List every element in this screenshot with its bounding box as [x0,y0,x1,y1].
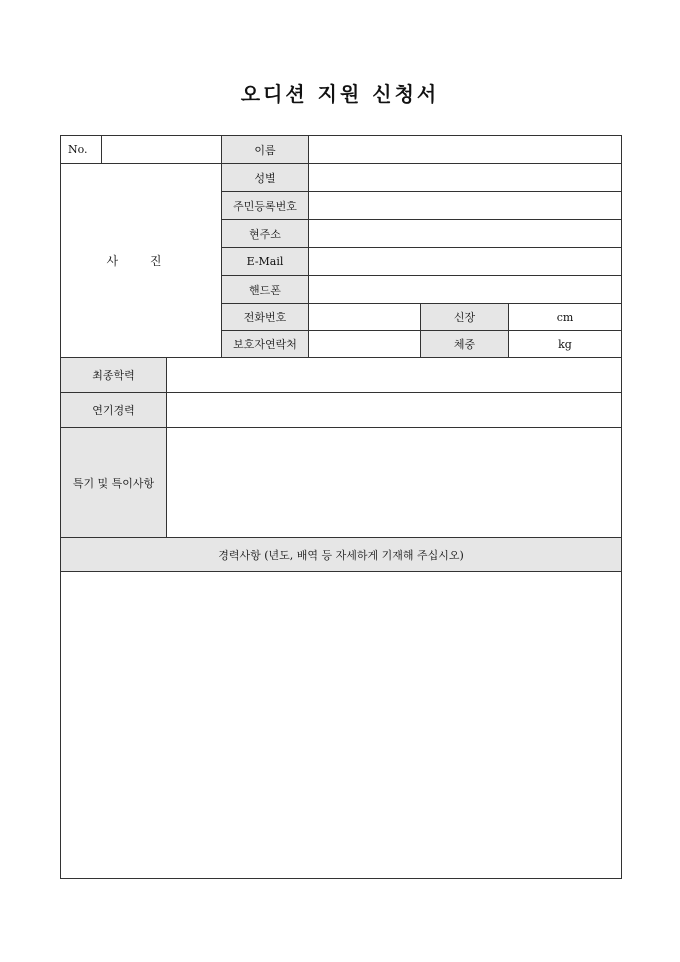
email-field[interactable] [308,247,622,276]
career-field[interactable] [60,571,622,879]
resident-id-field[interactable] [308,191,622,220]
acting-career-label: 연기경력 [60,392,167,428]
address-label: 현주소 [221,219,309,248]
education-label: 최종학력 [60,357,167,393]
career-header: 경력사항 (년도, 배역 등 자세하게 기재해 주십시오) [60,537,622,572]
name-field[interactable] [308,135,622,164]
phone-label: 전화번호 [221,303,309,331]
education-field[interactable] [166,357,622,393]
guardian-field[interactable] [308,330,421,358]
email-label: E-Mail [221,247,309,276]
height-label: 신장 [420,303,509,331]
photo-area[interactable]: 사 진 [60,163,222,358]
no-field[interactable] [101,135,222,164]
form-title: 오디션 지원 신청서 [240,82,440,106]
mobile-label: 핸드폰 [221,275,309,304]
weight-field[interactable]: kg [508,330,622,358]
height-field[interactable]: cm [508,303,622,331]
name-label: 이름 [221,135,309,164]
weight-label: 체중 [420,330,509,358]
gender-field[interactable] [308,163,622,192]
phone-field[interactable] [308,303,421,331]
special-skills-label: 특기 및 특이사항 [60,427,167,538]
resident-id-label: 주민등록번호 [221,191,309,220]
guardian-label: 보호자연락처 [221,330,309,358]
acting-career-field[interactable] [166,392,622,428]
mobile-field[interactable] [308,275,622,304]
no-label: No. [60,135,102,164]
special-skills-field[interactable] [166,427,622,538]
address-field[interactable] [308,219,622,248]
gender-label: 성별 [221,163,309,192]
